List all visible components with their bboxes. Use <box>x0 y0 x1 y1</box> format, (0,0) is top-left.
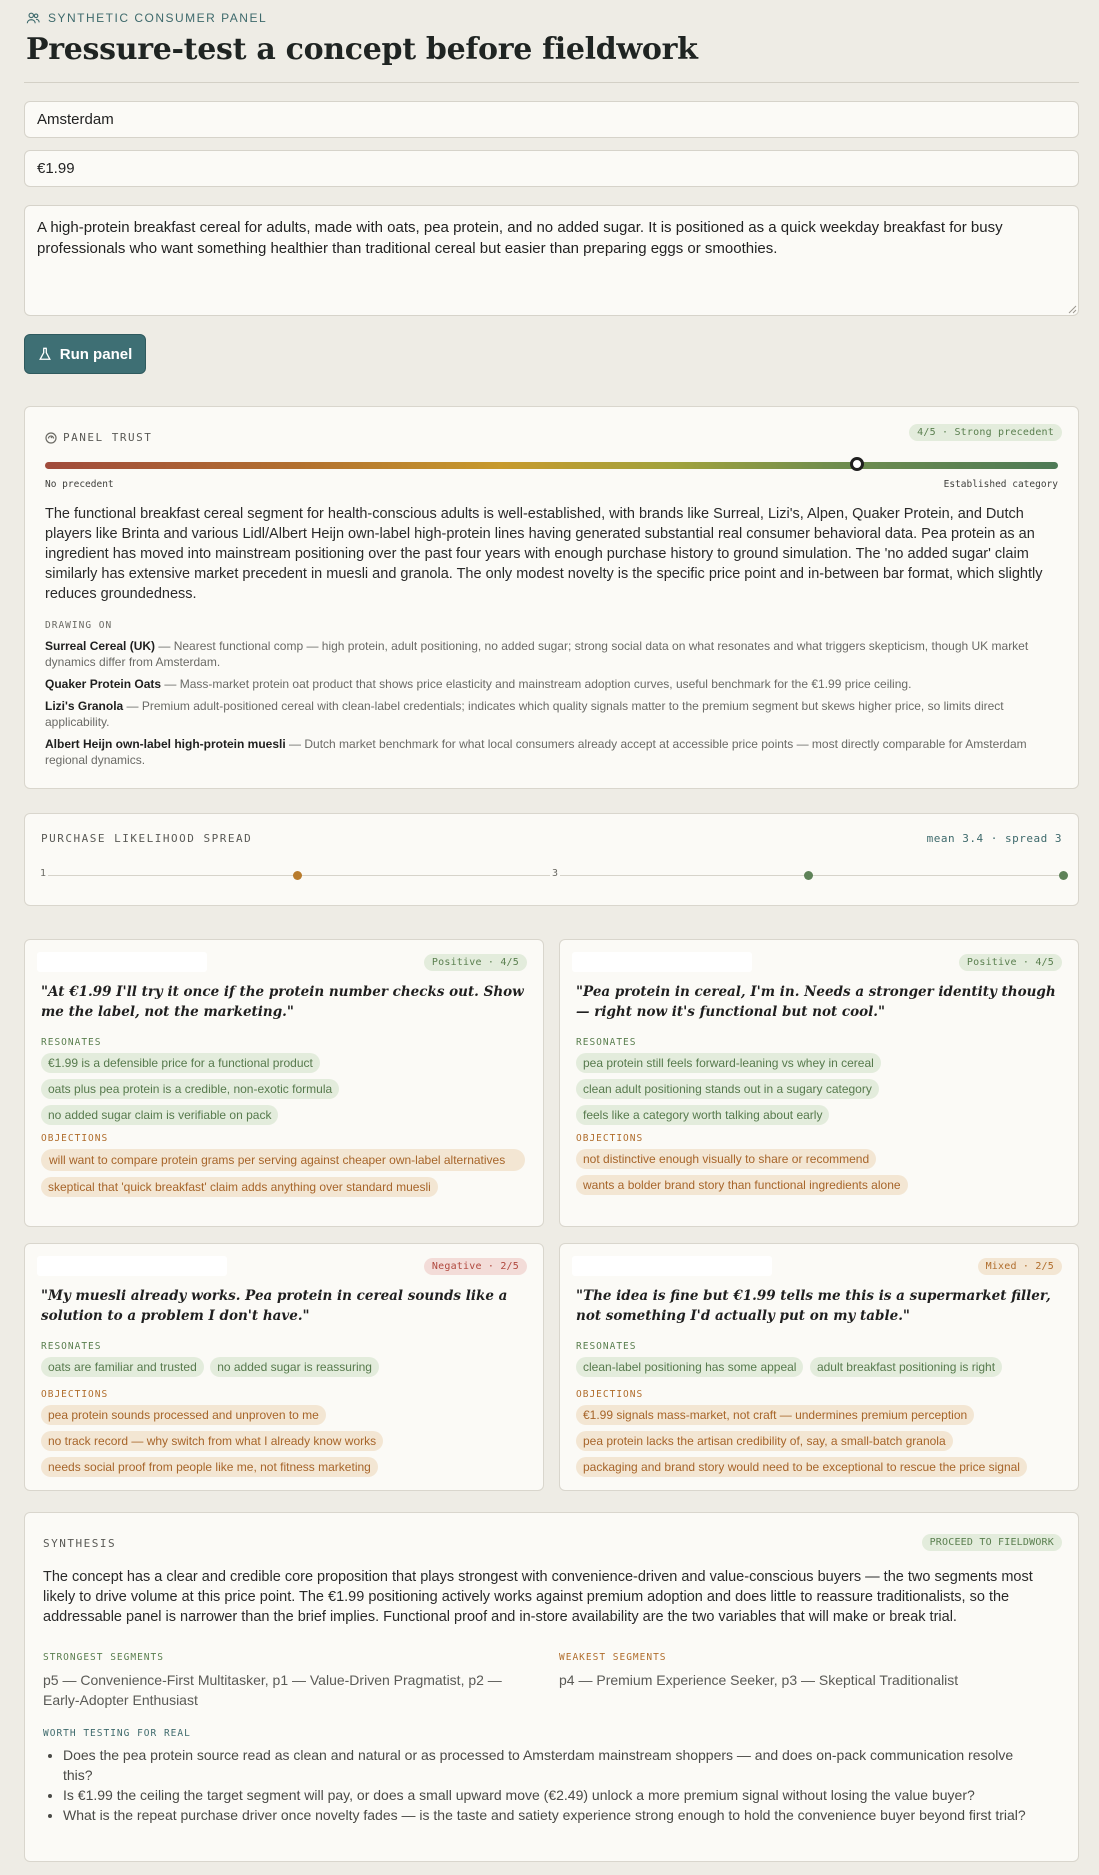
objections-label: OBJECTIONS <box>576 1389 644 1400</box>
resonates-label: RESONATES <box>41 1341 102 1352</box>
persona-name-redacted <box>572 1256 772 1276</box>
resonates-block <box>41 1037 527 1131</box>
trust-score-marker <box>850 457 864 471</box>
resonates-label: RESONATES <box>576 1341 637 1352</box>
persona-card <box>24 1243 544 1491</box>
objection-chip: will want to compare protein grams per serving against cheaper own-label alternatives <box>41 1149 525 1171</box>
resonates-chip: €1.99 is a defensible price for a functional product <box>41 1053 320 1073</box>
spread-dot <box>293 871 302 880</box>
trust-gauge-icon <box>45 432 57 444</box>
objection-chip: pea protein sounds processed and unproven to me <box>41 1405 326 1425</box>
panel-trust-title: PANEL TRUST <box>63 431 153 444</box>
strongest-segments-text: p5 — Convenience-First Multitasker, p1 — Value-Driven Pragmatist, p2 — Early-Adopter Enthusiast <box>43 1672 502 1708</box>
spread-title: PURCHASE LIKELIHOOD SPREAD <box>41 832 253 845</box>
trust-low-label: No precedent <box>45 479 114 490</box>
persona-name-redacted <box>572 952 752 972</box>
resonates-chip: clean-label positioning has some appeal <box>576 1357 803 1377</box>
persona-quote: "The idea is fine but €1.99 tells me this is a supermarket filler, not something I'd actually put on my table." <box>576 1288 1051 1324</box>
panel-trust-heading <box>45 431 152 444</box>
resonates-label: RESONATES <box>41 1037 102 1048</box>
persona-quote: "My muesli already works. Pea protein in cereal sounds like a solution to a problem I don't have." <box>41 1288 508 1324</box>
objection-chip: skeptical that 'quick breakfast' claim adds anything over standard muesli <box>41 1177 438 1197</box>
drawing-item: Lizi's Granola — Premium adult-positioned cereal with clean-label credentials; indicates which quality signals matter to the premium segment but skews higher price, so limits direct applicability. <box>45 699 1004 729</box>
persona-sentiment-badge: Positive · 4/5 <box>959 954 1062 971</box>
spread-dot <box>804 871 813 880</box>
resonates-chip: oats plus pea protein is a credible, non-exotic formula <box>41 1079 339 1099</box>
synthesis-body: The concept has a clear and credible core proposition that plays strongest with convenience-driven and value-conscious buyers — the two segments most likely to drive volume at this price point. The €1.99 positioning actively works against premium adoption and does little to reassure traditionalists, so the addressable panel is narrower than the brief implies. Functional proof and in-store availability are the two variables that will make or break trial. <box>43 1569 1033 1625</box>
synthesis-verdict-badge: PROCEED TO FIELDWORK <box>922 1534 1062 1551</box>
resonates-block <box>576 1037 1062 1131</box>
drawing-item: Quaker Protein Oats — Mass-market protein oat product that shows price elasticity and mainstream adoption curves, useful benchmark for the €1.99 price ceiling. <box>45 677 912 691</box>
eyebrow-text: SYNTHETIC CONSUMER PANEL <box>48 11 268 25</box>
worth-testing-item: • Does the pea protein source read as clean and natural or as processed to Amsterdam mainstream shoppers — and does on-pack communication resolve this? <box>63 1745 1038 1785</box>
objections-block <box>576 1133 1062 1201</box>
panel-eyebrow <box>26 11 267 25</box>
run-panel-label: Run panel <box>59 345 133 363</box>
worth-testing-list <box>63 1745 1038 1825</box>
purchase-spread-card <box>24 813 1079 906</box>
persona-card <box>559 1243 1079 1491</box>
users-icon <box>26 11 40 25</box>
city-input[interactable] <box>24 101 1079 138</box>
trust-explanation: The functional breakfast cereal segment for health-conscious adults is well-established, with brands like Surreal, Lizi's, Alpen, Quaker Protein, and Dutch players like Brinta and various Lidl/Albert Heijn own-label high-protein lines having generated substantial real consumer behavioral data. Pea protein as an ingredient has moved into mainstream positioning over the past four years with enough purchase history to ground simulation. The 'no added sugar' claim similarly has extensive market precedent in muesli and granola. The only modest novelty is the specific price point and in-between bar format, which slightly reduces groundedness. <box>45 506 1043 602</box>
page-title: Pressure-test a concept before fieldwork <box>26 32 698 67</box>
flask-icon <box>38 347 52 361</box>
objections-label: OBJECTIONS <box>41 1389 109 1400</box>
resonates-chip: pea protein still feels forward-leaning vs whey in cereal <box>576 1053 881 1073</box>
spread-tick-min: 1 <box>40 868 47 879</box>
resonates-block <box>576 1341 1062 1383</box>
worth-testing-label: WORTH TESTING FOR REAL <box>43 1728 191 1739</box>
drawing-item: Albert Heijn own-label high-protein muesli — Dutch market benchmark for what local consumers already accept at accessible price points — most directly comparable for Amsterdam regional dynamics. <box>45 737 1027 767</box>
resize-handle-icon[interactable] <box>1068 305 1077 314</box>
synthesis-card <box>24 1512 1079 1862</box>
objection-chip: needs social proof from people like me, not fitness marketing <box>41 1457 378 1477</box>
objection-chip: pea protein lacks the artisan credibility of, say, a small-batch granola <box>576 1431 953 1451</box>
weakest-segments-label: WEAKEST SEGMENTS <box>559 1652 667 1663</box>
trust-high-label: Established category <box>943 479 1058 490</box>
price-input[interactable] <box>24 150 1079 187</box>
objections-block <box>41 1133 527 1203</box>
synthesis-title: SYNTHESIS <box>43 1537 117 1550</box>
worth-testing-item: • Is €1.99 the ceiling the target segment will pay, or does a small upward move (€2.49) unlock a more premium signal without losing the value buyer? <box>63 1785 1038 1805</box>
resonates-chip: adult breakfast positioning is right <box>810 1357 1002 1377</box>
persona-card <box>559 939 1079 1227</box>
trust-gradient-bar <box>45 462 1058 469</box>
drawing-on-list <box>45 638 1058 774</box>
objection-chip: not distinctive enough visually to share or recommend <box>576 1149 876 1169</box>
persona-sentiment-badge: Negative · 2/5 <box>424 1258 527 1275</box>
persona-quote: "At €1.99 I'll try it once if the protein number checks out. Show me the label, not the marketing." <box>41 984 524 1020</box>
spread-tick-mid: 3 <box>552 868 559 879</box>
resonates-chip: no added sugar is reassuring <box>210 1357 379 1377</box>
concept-textarea[interactable] <box>24 205 1079 316</box>
trust-status-badge: 4/5 · Strong precedent <box>909 424 1062 441</box>
persona-name-redacted <box>37 952 207 972</box>
persona-name-redacted <box>37 1256 227 1276</box>
objections-block <box>41 1389 527 1483</box>
run-panel-button[interactable] <box>24 334 146 374</box>
spread-stats: mean 3.4 · spread 3 <box>926 832 1062 845</box>
objection-chip: wants a bolder brand story than functional ingredients alone <box>576 1175 908 1195</box>
persona-card <box>24 939 544 1227</box>
drawing-item: Surreal Cereal (UK) — Nearest functional comp — high protein, adult positioning, no added sugar; strong social data on what resonates and what triggers skepticism, though UK market dynamics differ from Amsterdam. <box>45 639 1029 669</box>
resonates-chip: oats are familiar and trusted <box>41 1357 204 1377</box>
resonates-chip: no added sugar claim is verifiable on pack <box>41 1105 278 1125</box>
objection-chip: packaging and brand story would need to be exceptional to rescue the price signal <box>576 1457 1027 1477</box>
worth-testing-item: • What is the repeat purchase driver once novelty fades — is the taste and satiety experience strong enough to hold the convenience buyer beyond first trial? <box>63 1805 1038 1825</box>
header-divider <box>24 82 1079 83</box>
weakest-segments <box>559 1652 1049 1690</box>
resonates-label: RESONATES <box>576 1037 637 1048</box>
objections-label: OBJECTIONS <box>576 1133 644 1144</box>
objection-chip: €1.99 signals mass-market, not craft — undermines premium perception <box>576 1405 974 1425</box>
persona-sentiment-badge: Mixed · 2/5 <box>978 1258 1062 1275</box>
resonates-block <box>41 1341 527 1383</box>
drawing-on-label: DRAWING ON <box>45 620 113 631</box>
panel-trust-card <box>24 406 1079 789</box>
weakest-segments-text: p4 — Premium Experience Seeker, p3 — Skeptical Traditionalist <box>559 1672 959 1688</box>
resonates-chip: feels like a category worth talking about early <box>576 1105 829 1125</box>
strongest-segments <box>43 1652 533 1710</box>
persona-quote: "Pea protein in cereal, I'm in. Needs a stronger identity though — right now it's functional but not cool." <box>576 984 1056 1020</box>
strongest-segments-label: STRONGEST SEGMENTS <box>43 1652 164 1663</box>
objections-block <box>576 1389 1062 1483</box>
objection-chip: no track record — why switch from what I already know works <box>41 1431 383 1451</box>
persona-sentiment-badge: Positive · 4/5 <box>424 954 527 971</box>
objections-label: OBJECTIONS <box>41 1133 109 1144</box>
resonates-chip: clean adult positioning stands out in a sugary category <box>576 1079 879 1099</box>
spread-dot <box>1059 871 1068 880</box>
